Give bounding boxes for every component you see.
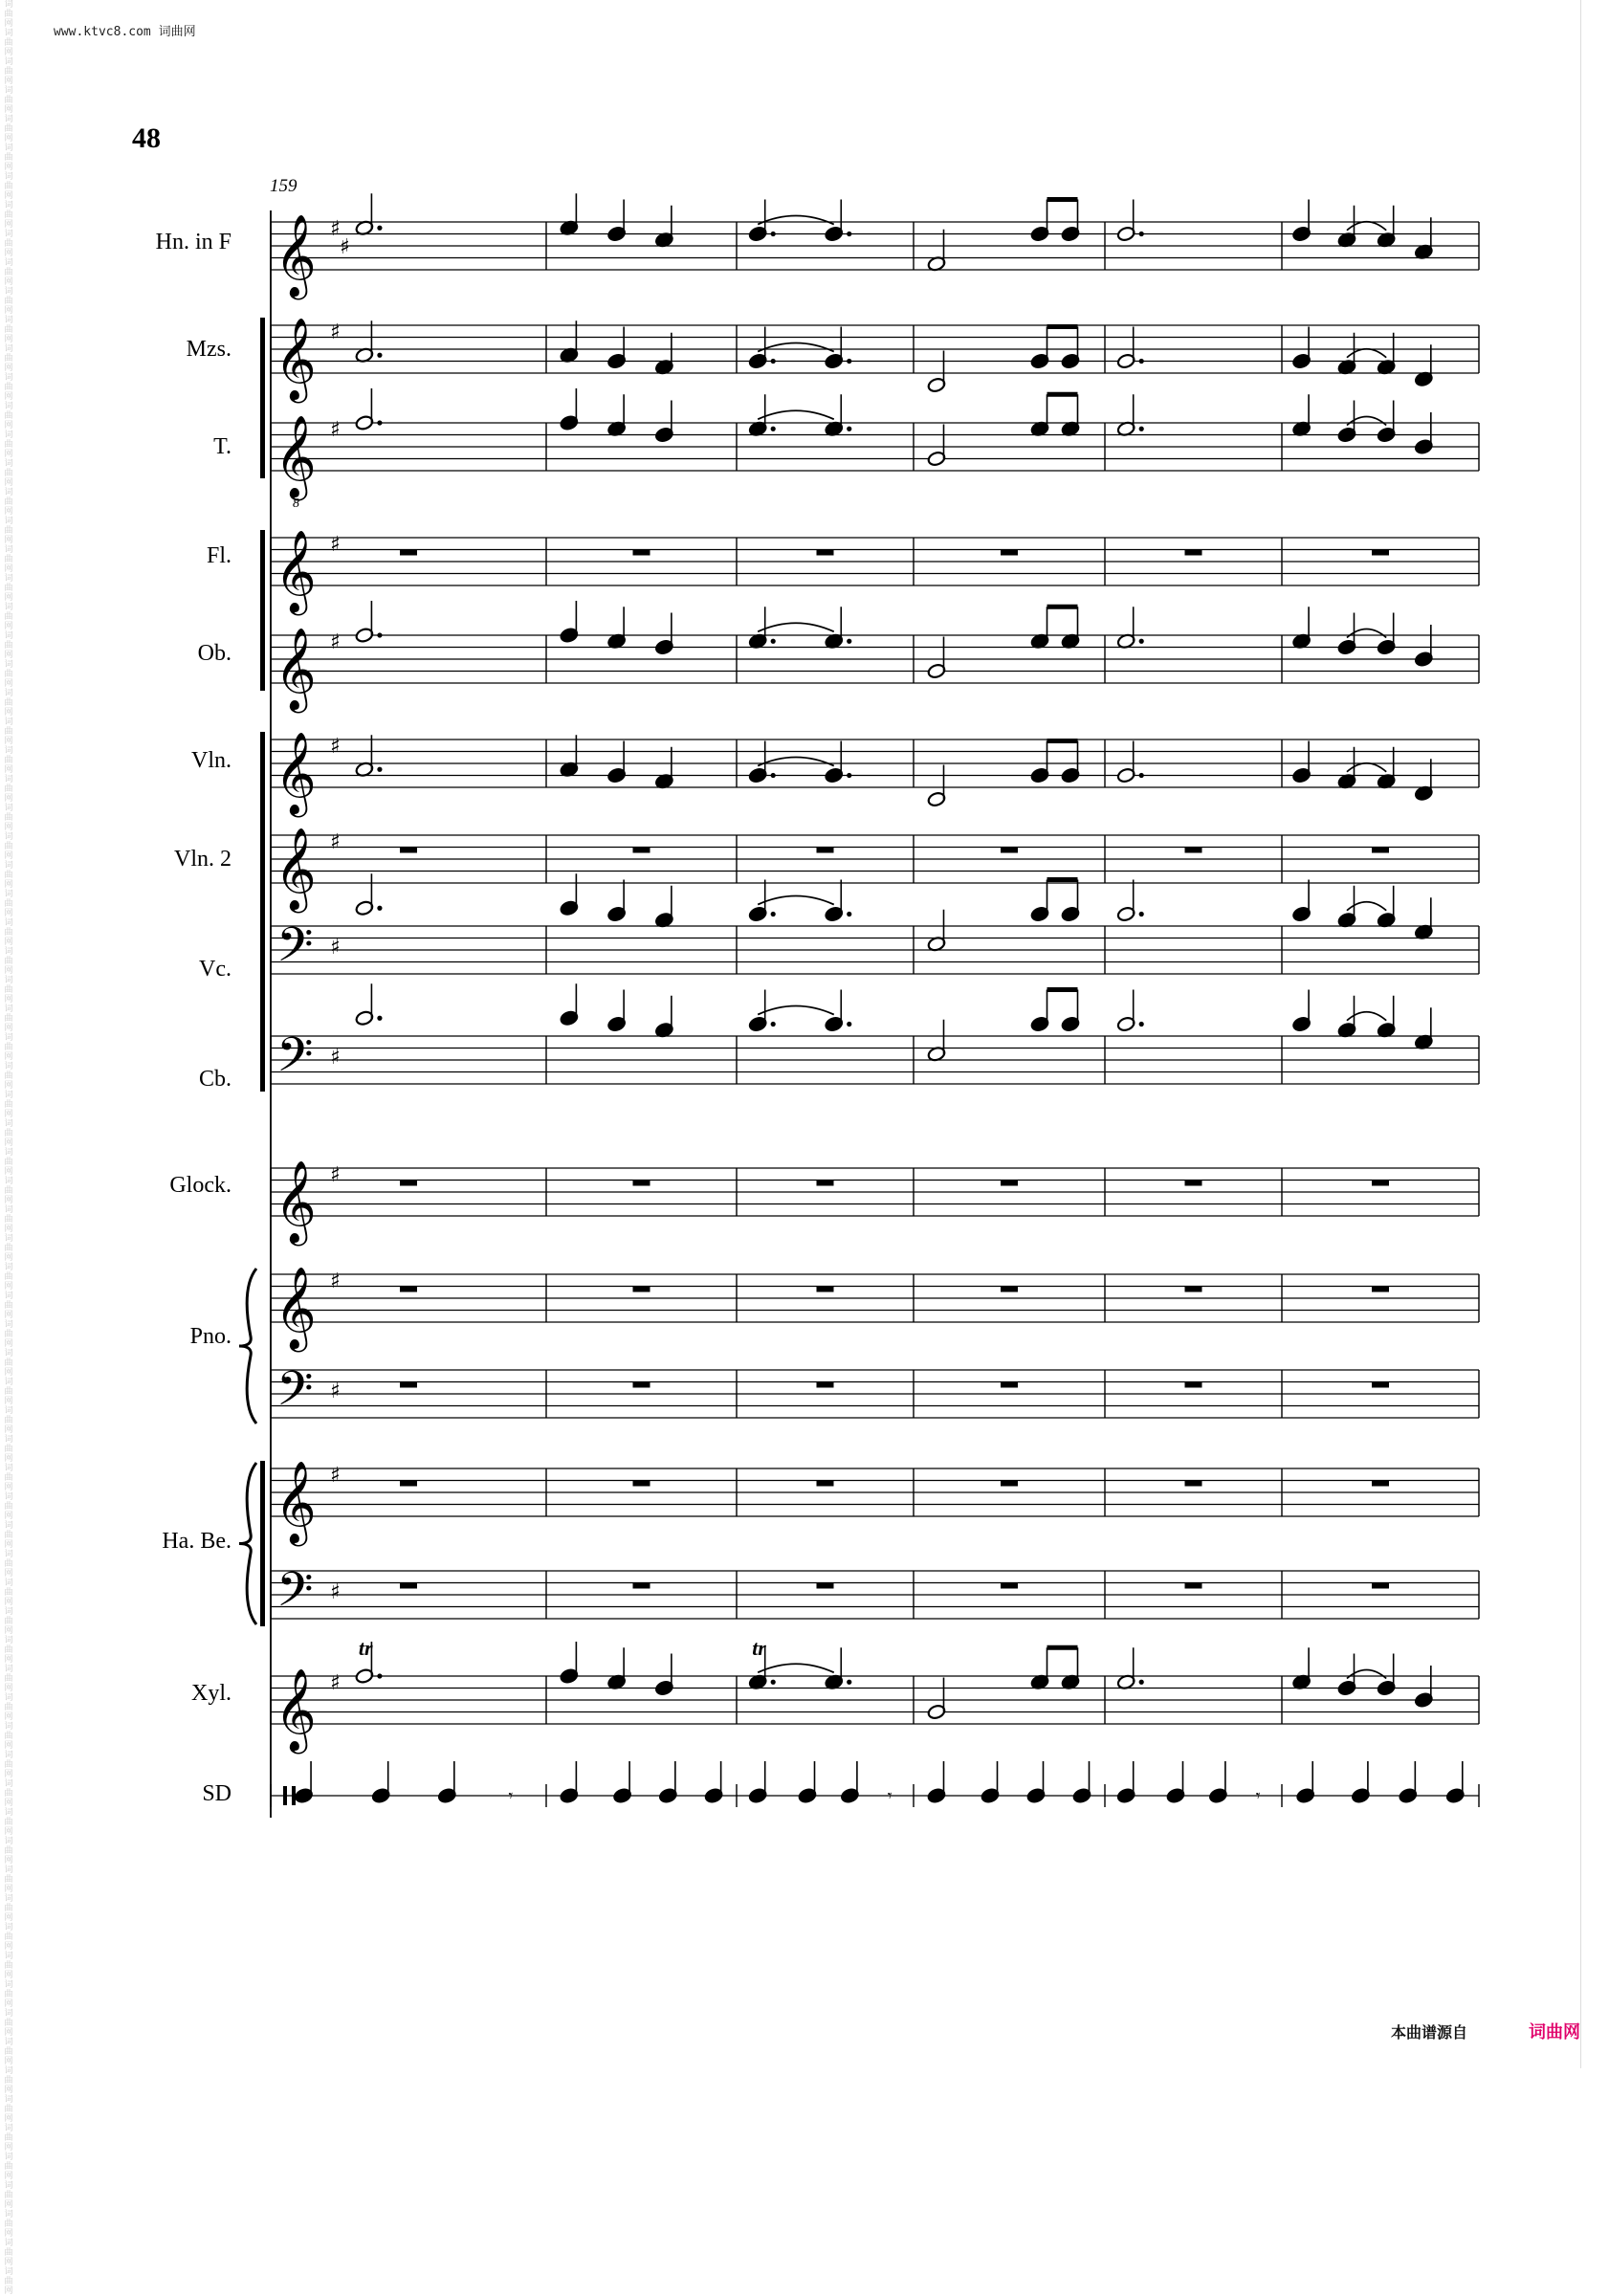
augmentation-dot	[1139, 639, 1144, 644]
augmentation-dot	[377, 906, 382, 911]
tie	[1347, 1012, 1386, 1021]
brackets	[239, 210, 271, 1818]
sharp-icon: ♯	[330, 533, 341, 557]
tie	[758, 216, 834, 225]
sharp-icon: ♯	[330, 935, 341, 960]
augmentation-dot	[847, 773, 851, 778]
whole-rest	[1001, 550, 1018, 556]
augmentation-dot	[1139, 912, 1144, 916]
footer-source-text: 本曲谱源自	[1391, 2023, 1468, 2042]
tie	[1347, 1670, 1386, 1679]
percussion-clef-icon	[283, 1786, 287, 1805]
sharp-icon: ♯	[330, 1379, 341, 1403]
bass-clef-icon: 𝄢	[276, 1027, 314, 1094]
whole-rest	[817, 848, 834, 853]
treble-clef-icon: 𝄞	[275, 415, 317, 497]
whole-rest	[1001, 1481, 1018, 1487]
system-bracket	[260, 318, 265, 478]
trill-mark: tr	[752, 1636, 766, 1660]
instrument-label: Ob.	[197, 641, 231, 666]
whole-rest	[817, 1481, 834, 1487]
whole-rest	[1185, 1583, 1202, 1589]
augmentation-dot	[847, 1680, 851, 1685]
trill-mark: tr	[358, 1636, 373, 1660]
augmentation-dot	[1139, 359, 1144, 364]
tie	[758, 1006, 834, 1015]
treble-clef-icon: 𝄞	[275, 1461, 317, 1543]
bass-clef-icon: 𝄢	[276, 917, 314, 984]
whole-rest	[1185, 848, 1202, 853]
barlines	[271, 222, 1479, 1807]
treble-clef-icon: 𝄞	[275, 732, 317, 814]
treble-clef-icon: 𝄞	[275, 628, 317, 710]
sharp-icon: ♯	[340, 234, 350, 259]
whole-rest	[1372, 1583, 1389, 1589]
whole-rest	[1372, 1481, 1389, 1487]
augmentation-dot	[1139, 773, 1144, 778]
whole-rest	[400, 1287, 417, 1292]
treble-clef-icon: 𝄞	[275, 318, 317, 400]
treble-clef-icon: 𝄞	[275, 530, 317, 612]
augmentation-dot	[1139, 232, 1144, 236]
treble-clef-icon: 𝄞	[275, 1267, 317, 1349]
system-bracket	[260, 530, 265, 691]
system-bracket	[260, 732, 265, 1092]
instrument-label: Glock.	[169, 1173, 231, 1198]
instrument-label: Vln.	[191, 748, 231, 773]
whole-rest	[1001, 1181, 1018, 1186]
instrument-label: Cb.	[198, 1067, 231, 1092]
tie	[1347, 629, 1386, 638]
tie	[1347, 417, 1386, 426]
tie	[758, 1664, 834, 1672]
tie	[1347, 763, 1386, 772]
sharp-icon: ♯	[330, 1163, 341, 1187]
bass-clef-icon: 𝄢	[276, 1562, 314, 1629]
augmentation-dot	[377, 420, 382, 425]
instrument-label: Hn. in F	[155, 230, 231, 254]
piano-brace	[239, 1463, 256, 1624]
whole-rest	[1185, 1181, 1202, 1186]
tie	[758, 343, 834, 352]
eighth-rest: 𝄾	[887, 1786, 893, 1806]
instrument-label: Mzs.	[186, 337, 231, 362]
clefs	[275, 214, 350, 1805]
tie	[1347, 349, 1386, 358]
whole-rest	[1372, 550, 1389, 556]
tie	[758, 896, 834, 905]
whole-rest	[1372, 1287, 1389, 1292]
bass-clef-icon: 𝄢	[276, 1361, 314, 1428]
whole-rest	[817, 1287, 834, 1292]
whole-rest	[817, 1181, 834, 1186]
sharp-icon: ♯	[330, 418, 341, 442]
whole-rest	[633, 550, 650, 556]
whole-rest	[633, 1382, 650, 1388]
whole-rest	[1185, 550, 1202, 556]
whole-rest	[1001, 1382, 1018, 1388]
whole-rest	[1372, 1382, 1389, 1388]
octave-marker: 8	[293, 497, 299, 511]
whole-rest	[817, 1382, 834, 1388]
whole-rest	[400, 1481, 417, 1487]
augmentation-dot	[377, 1016, 382, 1021]
sharp-icon: ♯	[330, 735, 341, 759]
treble-clef-icon: 𝄞	[275, 1668, 317, 1751]
whole-rest	[400, 550, 417, 556]
augmentation-dot	[377, 226, 382, 231]
tie	[1347, 902, 1386, 911]
whole-rest	[633, 1583, 650, 1589]
whole-rest	[400, 1583, 417, 1589]
page-number: 48	[132, 122, 161, 154]
augmentation-dot	[771, 359, 776, 364]
augmentation-dot	[1139, 427, 1144, 431]
whole-rest	[1185, 1382, 1202, 1388]
augmentation-dot	[1139, 1022, 1144, 1027]
instrument-label: Fl.	[206, 543, 231, 568]
sharp-icon: ♯	[330, 217, 341, 241]
augmentation-dot	[1139, 1680, 1144, 1685]
whole-rest	[1372, 1181, 1389, 1186]
augmentation-dot	[771, 1022, 776, 1027]
treble-clef-icon: 𝄞	[275, 214, 317, 297]
margin-watermark: 词曲网 词曲网 词曲网 词曲网 词曲网 词曲网 词曲网 词曲网 词曲网 词曲网 词曲网 词曲网 词曲网 词曲网 词曲网 词曲网 词曲网 词曲网 词曲网 词曲网 词曲网 词曲网 词曲网 词曲网 词曲网 词曲网 词曲网 词曲网 词曲网 词曲网 词曲网 词曲网 词曲网 词曲网 词曲网 词曲网 词曲网 词曲网 词曲网 词曲网 词曲网 词曲网 词曲网 词曲网 词曲网 词曲网 词曲网 词曲网 词曲网 词曲网 词曲网 词曲网 词曲网 词曲网 词曲网 词曲网 词曲网 词曲网 词曲网 词曲网 词曲网 词曲网 词曲网 词曲网 词曲网 词曲网 词曲网 词曲网 词曲网 词曲网 词曲网 词曲网 词曲网 词曲网 词曲网 词曲网 词曲网 词曲网 词曲网 词曲网	[4, 0, 13, 2296]
sharp-icon: ♯	[330, 1671, 341, 1695]
whole-rest	[400, 1181, 417, 1186]
augmentation-dot	[771, 1680, 776, 1685]
whole-rest	[817, 550, 834, 556]
augmentation-dot	[847, 427, 851, 431]
whole-rest	[1001, 1583, 1018, 1589]
whole-rest	[1001, 848, 1018, 853]
instrument-labels	[156, 230, 231, 1806]
notes	[295, 193, 1466, 1806]
piano-brace	[239, 1269, 256, 1424]
tie	[758, 410, 834, 419]
augmentation-dot	[377, 767, 382, 772]
whole-rest	[633, 848, 650, 853]
augmentation-dot	[771, 773, 776, 778]
augmentation-dot	[847, 232, 851, 236]
measure-number: 159	[270, 176, 298, 196]
instrument-label: T.	[213, 434, 231, 459]
whole-rest	[633, 1181, 650, 1186]
augmentation-dot	[847, 359, 851, 364]
sharp-icon: ♯	[330, 630, 341, 654]
eighth-rest: 𝄾	[1255, 1786, 1261, 1806]
augmentation-dot	[771, 427, 776, 431]
augmentation-dot	[377, 632, 382, 637]
sharp-icon: ♯	[330, 830, 341, 854]
tie	[758, 758, 834, 766]
whole-rest	[633, 1287, 650, 1292]
sharp-icon: ♯	[330, 1045, 341, 1070]
sharp-icon: ♯	[330, 320, 341, 344]
augmentation-dot	[377, 353, 382, 358]
tie	[758, 623, 834, 631]
sharp-icon: ♯	[330, 1579, 341, 1604]
augmentation-dot	[377, 1673, 382, 1678]
instrument-label: SD	[202, 1781, 231, 1806]
staves	[271, 222, 1479, 1796]
augmentation-dot	[847, 1022, 851, 1027]
sharp-icon: ♯	[330, 1464, 341, 1488]
site-header[interactable]: www.ktvc8.com 词曲网	[54, 25, 196, 39]
whole-rest	[400, 1382, 417, 1388]
treble-clef-icon: 𝄞	[275, 1160, 317, 1243]
whole-rest	[633, 1481, 650, 1487]
instrument-label: Ha. Be.	[162, 1529, 231, 1554]
footer-brand-link[interactable]: 词曲网	[1529, 2022, 1580, 2042]
sharp-icon: ♯	[330, 1269, 341, 1293]
whole-rest	[1185, 1287, 1202, 1292]
augmentation-dot	[771, 232, 776, 236]
whole-rest	[817, 1583, 834, 1589]
augmentation-dot	[771, 912, 776, 916]
augmentation-dot	[771, 639, 776, 644]
whole-rest	[400, 848, 417, 853]
whole-rest	[1001, 1287, 1018, 1292]
instrument-label: Vln. 2	[174, 847, 231, 872]
instrument-label: Vc.	[199, 957, 231, 982]
whole-rest	[1372, 848, 1389, 853]
instrument-label: Xyl.	[191, 1681, 231, 1706]
tie	[1347, 222, 1386, 231]
eighth-rest: 𝄾	[508, 1786, 514, 1806]
system-bracket	[260, 1461, 265, 1626]
whole-rest	[1185, 1481, 1202, 1487]
instrument-label: Pno.	[189, 1324, 231, 1349]
augmentation-dot	[847, 639, 851, 644]
treble-clef-icon: 𝄞	[275, 828, 317, 910]
augmentation-dot	[847, 912, 851, 916]
